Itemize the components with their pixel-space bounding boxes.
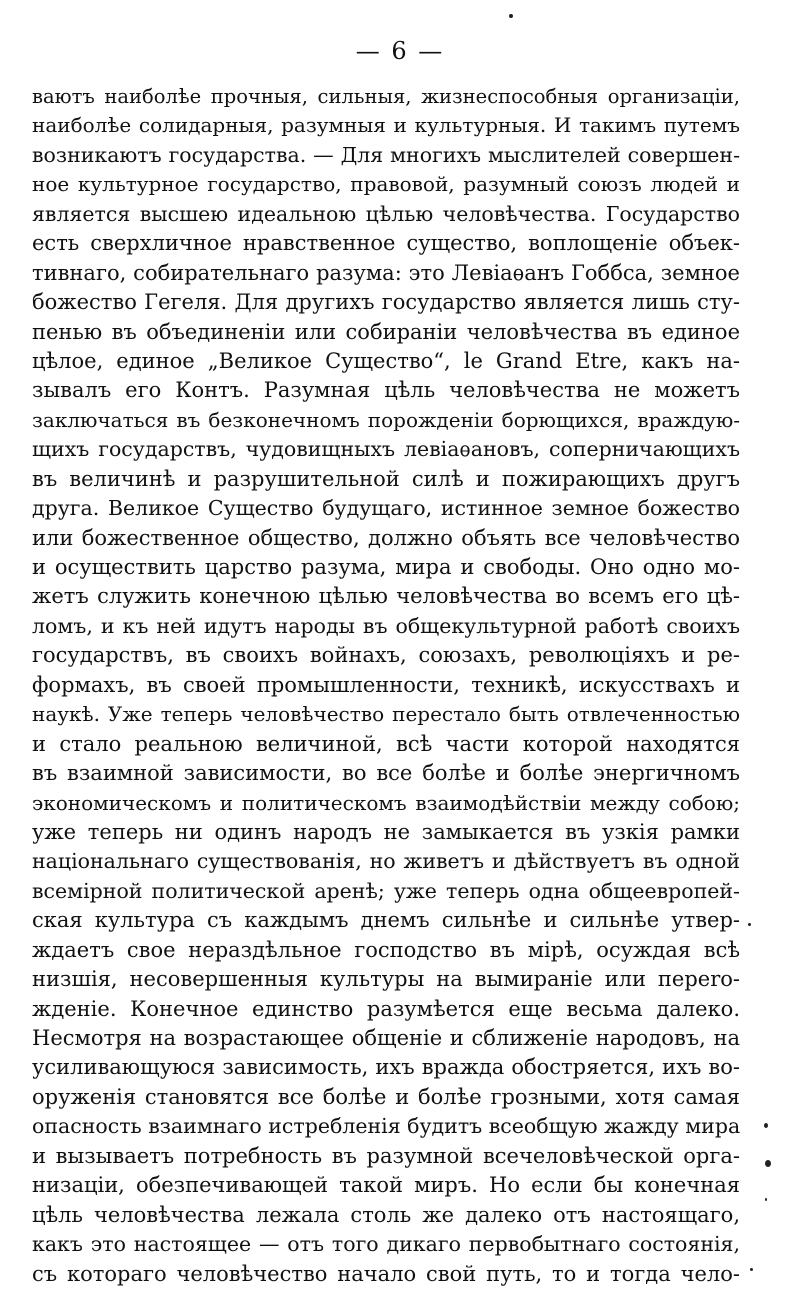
text-line-40: какъ это настоящее — отъ того дикаго первобытнаго состоянія, (32, 1232, 740, 1257)
text-line-22: наукѣ. Уже теперь человѣчество перестало быть отвлеченностью (32, 702, 740, 727)
text-line-27: національнаго существованія, но живетъ и дѣйствуетъ въ одной (32, 849, 740, 874)
text-line-30: ждаетъ свое нераздѣльное господство въ мірѣ, осуждая всѣ (32, 937, 740, 962)
ink-speck (509, 14, 513, 18)
text-line-12: заключаться въ безконечномъ порожденіи борющихся, враждую- (32, 407, 740, 432)
text-line-2: наиболѣе солидарныя, разумныя и культурныя. И такимъ путемъ (32, 113, 740, 138)
text-line-14: въ величинѣ и разрушительной силѣ и пожирающихъ другъ (32, 466, 740, 491)
text-line-31: низшія, несовершенныя культуры на вымираніе или перero- (32, 967, 740, 992)
text-line-7: тивнаго, собирательнаго разума: это Левіаѳанъ Гоббса, земное (32, 260, 740, 285)
text-line-8: божество Гегеля. Для другихъ государство является лишь сту- (32, 290, 740, 315)
ink-speck (765, 1160, 771, 1167)
text-line-19: ломъ, и къ ней идутъ народы въ общекультурной работѣ своихъ (32, 613, 740, 638)
text-line-13: щихъ государствъ, чудовищныхъ левіаѳановъ, соперничающихъ (32, 437, 740, 462)
text-line-10: цѣлое, единое „Великое Существо“, le Grand Etre, какъ на- (32, 348, 740, 373)
text-line-17: и осуществить царство разума, мира и свободы. Оно одно мо- (32, 555, 740, 579)
body-text (32, 82, 740, 1289)
text-line-38: низаціи, обезпечивающей такой миръ. Но если бы конечная (32, 1173, 740, 1198)
text-line-11: зывалъ его Контъ. Разумная цѣль человѣчества не можетъ (32, 378, 740, 403)
text-line-16: или божественное общество, должно объять все человѣчество (32, 525, 740, 550)
text-line-4: ное культурное государство, правовой, разумный союзъ людей и (32, 172, 740, 197)
ink-speck (748, 923, 751, 926)
ink-speck (765, 1198, 767, 1201)
text-line-15: друга. Великое Существо будущаго, истинное земное божество (32, 496, 740, 521)
text-line-23: и стало реальною величиной, всѣ части которой находятся (32, 731, 740, 756)
text-line-24: въ взаимной зависимости, во все болѣе и болѣе энергичномъ (32, 761, 740, 786)
ink-speck (750, 1268, 753, 1271)
text-line-5: является высшею идеальною цѣлью человѣчества. Государство (32, 201, 740, 226)
text-line-1: ваютъ наиболѣе прочныя, сильныя, жизнеспособныя организаціи, (32, 85, 740, 108)
text-line-26: уже теперь ни одинъ народъ не замыкается въ узкія рамки (32, 819, 740, 844)
ink-speck (764, 1123, 768, 1128)
text-line-28: всемірной политической аренѣ; уже теперь одна общеевропей- (32, 878, 740, 903)
text-line-21: формахъ, въ своей промышленности, техникѣ, искусствахъ и (32, 672, 740, 697)
page-number: — 6 — (355, 37, 445, 65)
text-line-9: пенью въ объединеніи или собираніи человѣчества въ единое (32, 319, 740, 344)
text-line-6: есть сверхличное нравственное существо, воплощеніе объек- (32, 231, 740, 256)
text-line-32: жденіе. Конечное единство разумѣется еще весьма далеко. (32, 996, 740, 1021)
text-line-29: ская культура съ каждымъ днемъ сильнѣе и сильнѣе утвер- (32, 908, 740, 933)
text-line-36: опасность взаимнаго истребленія будитъ всеобщую жажду мира (32, 1114, 740, 1139)
text-line-35: оруженія становятся все болѣе и болѣе грозными, хотя самая (32, 1084, 740, 1109)
text-line-3: возникаютъ государства. — Для многихъ мыслителей совершен- (32, 142, 740, 167)
text-line-37: и вызываетъ потребность въ разумной всечеловѣческой орга- (32, 1143, 740, 1168)
text-line-18: жетъ служить конечною цѣлью человѣчества во всемъ его цѣ- (32, 584, 740, 609)
text-line-41: съ котораго человѣчество начало свой путь, то и тогда чело- (32, 1261, 740, 1286)
text-line-25: экономическомъ и политическомъ взаимодѣйствіи между собою; (32, 790, 740, 815)
text-line-33: Несмотря на возрастающее общеніе и сближеніе народовъ, на (32, 1026, 740, 1050)
text-line-20: государствъ, въ своихъ войнахъ, союзахъ, революціяхъ и ре- (32, 643, 740, 668)
text-line-39: цѣль человѣчества лежала столь же далеко отъ настоящаго, (32, 1202, 740, 1227)
text-line-34: усиливающуюся зависимость, ихъ вражда обостряется, ихъ во- (32, 1055, 740, 1080)
